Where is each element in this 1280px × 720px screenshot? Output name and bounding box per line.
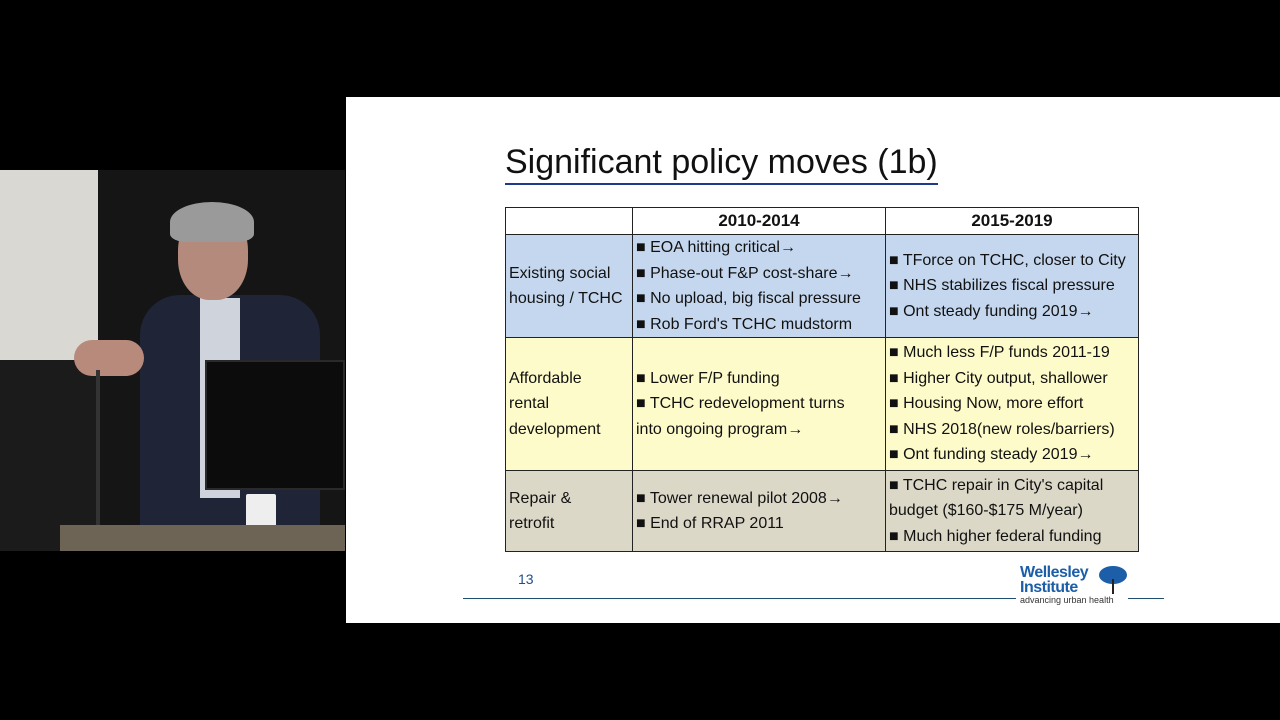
table-row [506,471,1139,552]
podium [60,525,345,551]
table-cell-col2 [886,235,1139,338]
table-cell-col1 [633,338,886,471]
table-cell-col2 [886,471,1139,552]
table-cell-col1 [633,471,886,552]
cell-line: ■ Ont steady funding 2019→ [889,302,1094,320]
cell-line: ■ NHS stabilizes fiscal pressure [889,277,1115,295]
table-header-row [506,208,1139,235]
footer-rule [463,598,1016,599]
cell-line: ■ Lower F/P funding [636,369,780,387]
cell-line: rental [509,395,550,413]
cell-line: Repair & [509,489,572,507]
cell-line: ■ Much higher federal funding [889,527,1102,545]
cell-line: ■ End of RRAP 2011 [636,515,784,532]
cell-line: ■ Phase-out F&P cost-share→ [636,264,854,282]
table-cell-label [506,338,633,471]
policy-table [505,207,1139,552]
slide-title: Significant policy moves (1b) [505,141,938,185]
cell-line: ■ Housing Now, more effort [889,395,1084,413]
cell-line: into ongoing program→ [636,420,804,438]
speaker-hair [170,202,254,242]
speaker-hand [74,340,144,376]
cell-line: ■ Higher City output, shallower [889,369,1108,387]
logo-line2: Institute [1020,579,1078,596]
cell-line: Existing social [509,264,611,282]
header-cell [506,208,633,235]
cell-line: development [509,420,601,438]
page-number: 13 [518,571,534,587]
projection-screen [0,170,98,360]
cell-line: retrofit [509,515,555,532]
table-row [506,338,1139,471]
table-cell-label [506,235,633,338]
header-cell: 2015-2019 [886,208,1139,235]
logo-line1: Wellesley [1020,564,1089,581]
cell-line: ■ Tower renewal pilot 2008→ [636,489,843,507]
cell-line: ■ Rob Ford's TCHC mudstorm [636,315,853,333]
cell-line: ■ Much less F/P funds 2011-19 [889,344,1110,362]
cell-line: ■ EOA hitting critical→ [636,239,796,256]
table-cell-col2 [886,338,1139,471]
cell-line: ■ Ont funding steady 2019→ [889,446,1094,464]
footer-rule [1128,598,1164,599]
cell-line: ■ No upload, big fiscal pressure [636,290,861,307]
cell-line: ■ NHS 2018(new roles/barriers) [889,420,1115,438]
tree-icon [1098,565,1128,595]
logo-tagline: advancing urban health [1020,595,1114,605]
cell-line: ■ TCHC redevelopment turns [636,395,845,413]
header-cell: 2010-2014 [633,208,886,235]
microphone-stand [96,370,100,530]
table-row [506,235,1139,338]
cell-line: Affordable [509,369,582,387]
cell-line: ■ TForce on TCHC, closer to City [889,251,1126,269]
monitor [205,360,345,490]
speaker-video [0,170,345,551]
cell-line: ■ TCHC repair in City's capital [889,476,1104,494]
wellesley-logo [1020,565,1130,609]
table-cell-col1 [633,235,886,338]
cell-line: budget ($160-$175 M/year) [889,502,1083,520]
cell-line: housing / TCHC [509,290,623,307]
table-cell-label [506,471,633,552]
presentation-slide [346,97,1280,623]
